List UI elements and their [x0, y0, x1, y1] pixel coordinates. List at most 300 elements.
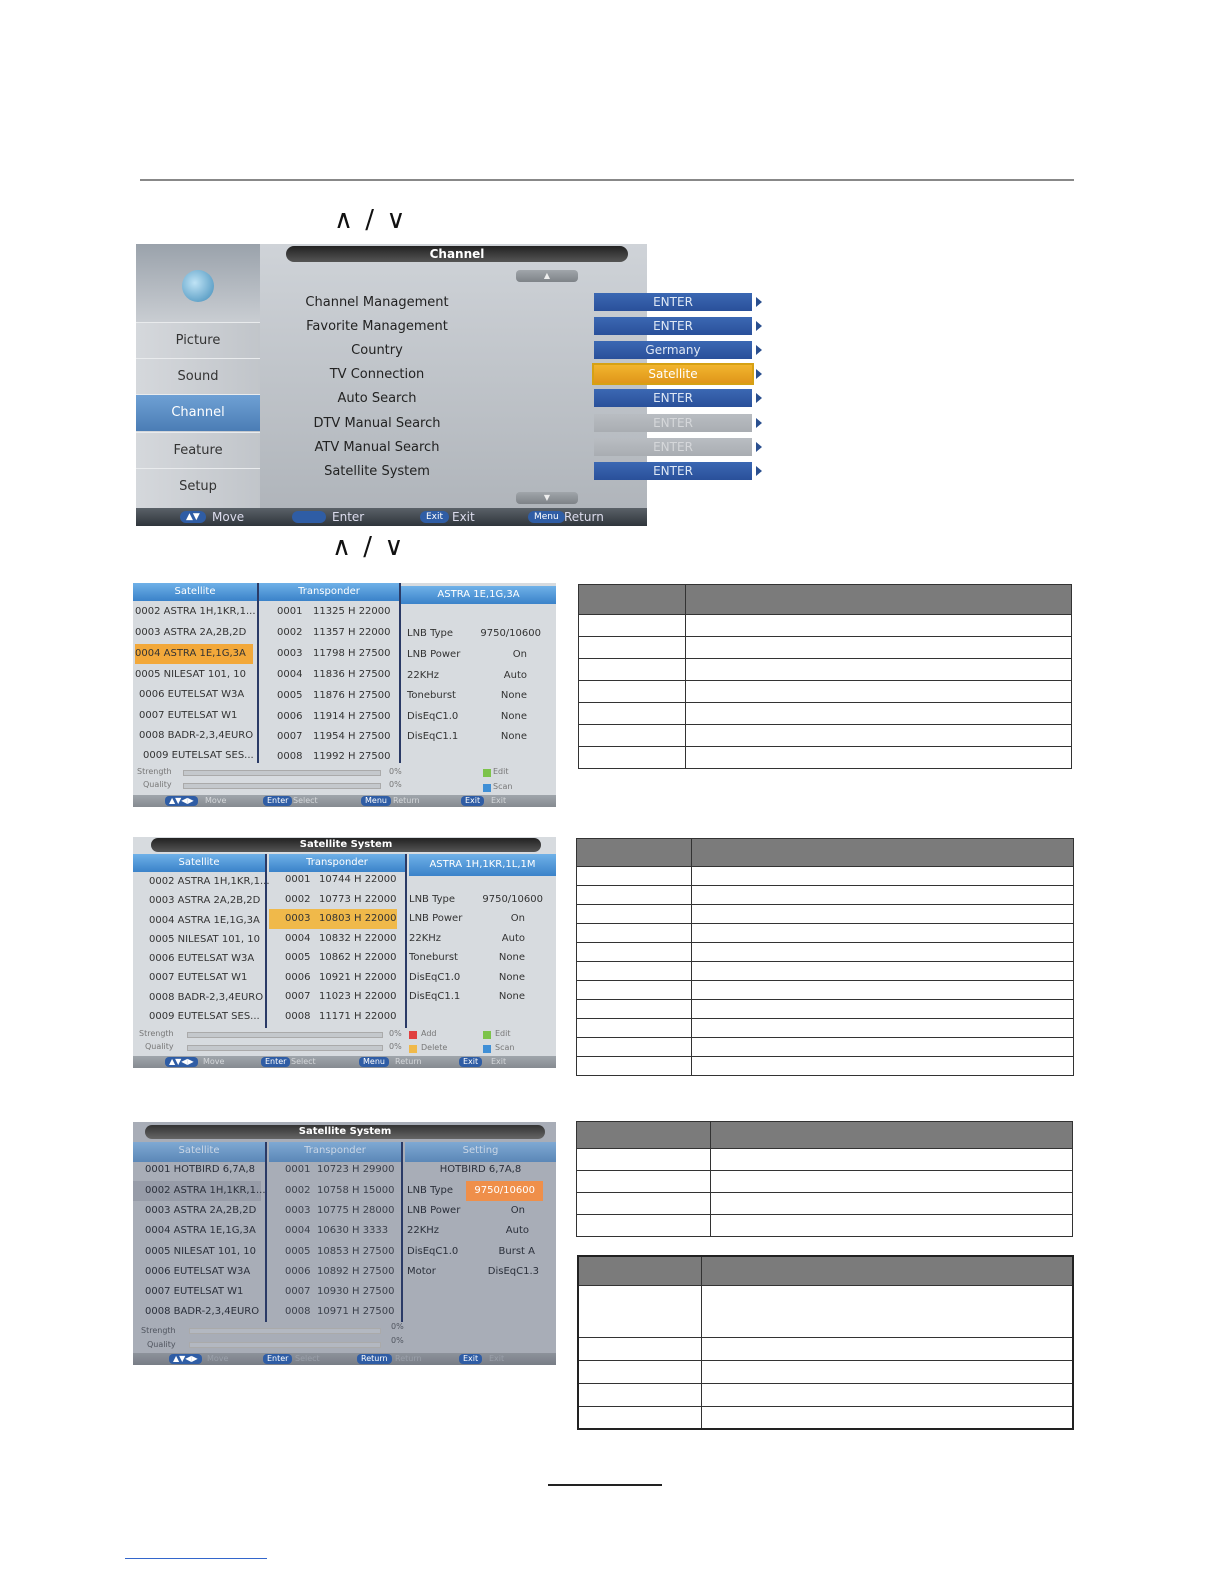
transponder-freq[interactable]: 10758 H 15000 [317, 1185, 395, 1196]
transponder-no: 0008 [285, 1011, 311, 1022]
menu-key: Menu [528, 511, 565, 523]
menu-title: Channel [286, 246, 628, 262]
sidebar-item-picture[interactable]: Picture [136, 322, 260, 359]
transponder-freq[interactable]: 11171 H 22000 [319, 1011, 397, 1022]
satellite-setting-screen-3 [133, 1122, 556, 1365]
setting-value: DisEqC1.3 [487, 1266, 539, 1277]
edit-label: Edit [495, 1029, 511, 1038]
channel-menu-screenshot [136, 244, 701, 526]
header-transponder: Transponder [269, 854, 405, 872]
row-label: Satellite System [324, 464, 430, 479]
transponder-no: 0003 [285, 1205, 311, 1216]
row-value[interactable]: ENTER [594, 462, 752, 480]
screen-footer [133, 1056, 556, 1068]
setting-key: LNB Type [407, 628, 454, 639]
footer-exit: Exit [491, 796, 507, 805]
arrow-right-icon [756, 369, 762, 379]
cell [577, 962, 692, 981]
setting-key: DisEqC1.1 [407, 731, 459, 742]
setting-lnb-type[interactable] [409, 890, 555, 910]
transponder-no: 0005 [285, 1246, 311, 1257]
cell [578, 1406, 702, 1429]
menu-row-favorite-management[interactable] [260, 315, 693, 338]
cell [692, 905, 1074, 924]
row-value[interactable]: ENTER [594, 293, 752, 311]
satellite-item[interactable]: 0008 BADR-2,3,4EURO [145, 1306, 260, 1317]
cell [577, 981, 692, 1000]
transponder-freq[interactable]: 10630 H 3333 [317, 1225, 389, 1236]
setting-lnb-type[interactable] [407, 624, 553, 644]
cell [577, 1038, 692, 1057]
cell [577, 1000, 692, 1019]
satellite-item[interactable]: 0002 ASTRA 1H,1KR,1... [135, 606, 256, 617]
cell [702, 1406, 1074, 1429]
strength-pct: 0% [389, 1029, 402, 1038]
cell [577, 1019, 692, 1038]
quality-label: Quality [147, 1340, 176, 1349]
exit-key: Exit [420, 511, 449, 523]
setting-key: LNB Type [407, 1185, 454, 1196]
setting-key: LNB Power [407, 649, 461, 660]
transponder-freq[interactable]: 10744 H 22000 [319, 874, 397, 885]
row-label: Favorite Management [306, 319, 448, 334]
menu-footer [136, 508, 647, 526]
yellow-key-icon [409, 1045, 417, 1053]
transponder-no: 0001 [285, 874, 311, 885]
transponder-no: 0004 [285, 1225, 311, 1236]
setting-key: Toneburst [407, 690, 456, 701]
cell [579, 725, 686, 747]
cell [579, 637, 686, 659]
setting-value: None [500, 690, 527, 701]
quality-pct: 0% [389, 780, 402, 789]
menu-row-dtv-manual-search[interactable] [260, 412, 693, 435]
row-value[interactable]: ENTER [594, 414, 752, 432]
cell [579, 747, 686, 769]
setting-value-selected: 9750/10600 [466, 1181, 543, 1201]
cell [577, 867, 692, 886]
updown-key-icon: ▲▼ [180, 511, 206, 523]
menu-row-country[interactable] [260, 339, 701, 362]
transponder-no: 0007 [285, 991, 311, 1002]
setting-key: LNB Type [409, 894, 456, 905]
transponder-freq[interactable]: 11876 H 27500 [313, 690, 391, 701]
transponder-freq[interactable]: 11798 H 27500 [313, 648, 391, 659]
row-label: Auto Search [337, 391, 417, 406]
setting-diseqc11[interactable] [407, 727, 553, 747]
cell [577, 1171, 711, 1193]
cell [692, 962, 1074, 981]
strength-label: Strength [137, 767, 172, 776]
satellite-item[interactable]: 0002 ASTRA 1H,1KR,1... [149, 876, 270, 887]
header-setting: Setting [405, 1142, 556, 1162]
header-setting: ASTRA 1H,1KR,1L,1M [409, 854, 556, 876]
transponder-freq[interactable]: 11954 H 27500 [313, 731, 391, 742]
transponder-freq[interactable]: 10862 H 22000 [319, 952, 397, 963]
setting-toneburst[interactable] [407, 686, 553, 706]
satellite-item[interactable]: 0009 EUTELSAT SES... [149, 1011, 260, 1022]
transponder-no: 0008 [285, 1306, 311, 1317]
satellite-item-selected[interactable]: 0004 ASTRA 1E,1G,3A [135, 644, 253, 664]
cell [711, 1193, 1073, 1215]
nav-arrows-hint: ∧ / ∨ [334, 205, 408, 235]
cell [686, 747, 1072, 769]
satellite-item[interactable]: 0003 ASTRA 2A,2B,2D [135, 627, 247, 638]
setting-value: 9750/10600 [482, 894, 543, 905]
footer-move: Move [205, 796, 227, 805]
setting-value: None [498, 991, 525, 1002]
setting-value: On [512, 649, 527, 660]
satellite-list-screen-1 [133, 583, 556, 807]
setting-key: 22KHz [407, 1225, 440, 1236]
satellite-dish-logo [136, 244, 260, 322]
satellite-item[interactable]: 0009 EUTELSAT SES... [143, 750, 254, 761]
setting-lnb-type[interactable] [407, 1181, 555, 1201]
satellite-dish-icon [182, 270, 214, 302]
transponder-freq[interactable]: 10775 H 28000 [317, 1205, 395, 1216]
satellite-item[interactable]: 0008 BADR-2,3,4EURO [139, 730, 254, 741]
scroll-down-button[interactable]: ▼ [516, 492, 578, 504]
quality-label: Quality [145, 1042, 174, 1051]
footer-exit: Exit [452, 510, 475, 524]
add-label: Add [421, 1029, 437, 1038]
header-cell [692, 839, 1074, 867]
footer-move: Move [212, 510, 245, 524]
transponder-no: 0007 [285, 1286, 311, 1297]
exit-key: Exit [459, 1057, 482, 1067]
scan-label: Scan [493, 782, 513, 791]
enter-key: Enter [261, 1057, 290, 1067]
cell [692, 943, 1074, 962]
transponder-freq[interactable]: 10773 H 22000 [319, 894, 397, 905]
row-value[interactable]: Germany [594, 341, 752, 359]
setting-diseqc11[interactable] [409, 987, 555, 1007]
header-transponder: Transponder [269, 1142, 401, 1162]
sidebar-item-setup[interactable]: Setup [136, 468, 260, 505]
satellite-item[interactable]: 0005 NILESAT 101, 10 [135, 669, 247, 680]
transponder-no: 0002 [285, 894, 311, 905]
row-value[interactable]: Satellite [594, 365, 752, 383]
header-satellite: Satellite [133, 1142, 265, 1162]
cell [702, 1383, 1074, 1406]
setting-key: LNB Power [409, 913, 463, 924]
satellite-item[interactable]: 0004 ASTRA 1E,1G,3A [149, 915, 260, 926]
setting-diseqc10[interactable] [409, 968, 555, 988]
divider [257, 583, 259, 763]
row-label: TV Connection [329, 367, 425, 382]
menu-row-atv-manual-search[interactable] [260, 436, 693, 459]
cell [686, 637, 1072, 659]
setting-value: On [510, 1205, 525, 1216]
footer-return: Return [564, 510, 604, 524]
transponder-freq[interactable]: 11023 H 22000 [319, 991, 397, 1002]
scroll-up-button[interactable]: ▲ [516, 270, 578, 282]
cell [686, 725, 1072, 747]
transponder-freq[interactable]: 10930 H 27500 [317, 1286, 395, 1297]
exit-key: Exit [461, 796, 484, 806]
setting-diseqc10[interactable] [407, 707, 553, 727]
table-1 [578, 584, 1072, 769]
menu-row-auto-search[interactable] [260, 387, 693, 410]
transponder-no: 0005 [277, 690, 303, 701]
setting-value: None [500, 731, 527, 742]
transponder-freq[interactable]: 10921 H 22000 [319, 972, 397, 983]
transponder-no: 0007 [277, 731, 303, 742]
footer-select: Select [293, 796, 318, 805]
setting-lnb-power[interactable] [409, 909, 555, 929]
setting-key: DisEqC1.0 [407, 1246, 459, 1257]
setting-lnb-power[interactable] [407, 645, 553, 665]
transponder-no: 0006 [285, 972, 311, 983]
transponder-freq[interactable]: 11836 H 27500 [313, 669, 391, 680]
footer-return: Return [395, 1057, 422, 1066]
transponder-freq[interactable]: 10853 H 27500 [317, 1246, 395, 1257]
blue-key-icon [483, 1045, 491, 1053]
top-rule [140, 179, 1074, 181]
cell [692, 1019, 1074, 1038]
setting-22khz[interactable] [407, 1221, 555, 1241]
header-cell [578, 1256, 702, 1285]
arrow-keys-icon: ▲▼◀▶ [169, 1354, 202, 1364]
cell [692, 924, 1074, 943]
scan-label: Scan [495, 1043, 515, 1052]
transponder-no: 0004 [285, 933, 311, 944]
menu-key: Menu [359, 1057, 389, 1067]
table-4 [577, 1255, 1074, 1430]
setting-value: On [510, 913, 525, 924]
satellite-item[interactable]: 0007 EUTELSAT W1 [145, 1286, 244, 1297]
transponder-no: 0001 [285, 1164, 311, 1175]
strength-label: Strength [141, 1326, 176, 1335]
setting-22khz[interactable] [407, 666, 553, 686]
cell [579, 681, 686, 703]
quality-pct: 0% [391, 1336, 404, 1345]
transponder-no: 0001 [277, 606, 303, 617]
satellite-item[interactable]: 0005 NILESAT 101, 10 [149, 934, 261, 945]
setting-lnb-power[interactable] [407, 1201, 555, 1221]
quality-pct: 0% [389, 1042, 402, 1051]
header-setting: ASTRA 1E,1G,3A [401, 586, 556, 604]
setting-value: Auto [501, 933, 525, 944]
setting-22khz[interactable] [409, 929, 555, 949]
footer-link-underline[interactable] [125, 1558, 267, 1559]
enter-key-icon [292, 511, 326, 523]
quality-bar [187, 1045, 383, 1051]
cell [577, 1057, 692, 1076]
satellite-item[interactable]: 0007 EUTELSAT W1 [139, 710, 238, 721]
exit-key: Exit [459, 1354, 482, 1364]
header-cell [577, 1122, 711, 1149]
cell [577, 943, 692, 962]
menu-row-channel-management[interactable] [260, 291, 693, 314]
footer-exit: Exit [489, 1354, 505, 1363]
arrow-right-icon [756, 442, 762, 452]
divider [405, 854, 407, 1028]
setting-key: DisEqC1.1 [409, 991, 461, 1002]
strength-pct: 0% [389, 767, 402, 776]
menu-row-tv-connection[interactable] [260, 363, 698, 386]
cell [577, 1193, 711, 1215]
setting-value: Auto [505, 1225, 529, 1236]
transponder-no: 0004 [277, 669, 303, 680]
footer-exit: Exit [491, 1057, 507, 1066]
row-label: DTV Manual Search [313, 416, 441, 431]
cell [702, 1285, 1074, 1337]
transponder-freq[interactable]: 10971 H 27500 [317, 1306, 395, 1317]
satellite-item[interactable]: 0006 EUTELSAT W3A [145, 1266, 251, 1277]
arrow-right-icon [756, 393, 762, 403]
setting-motor[interactable] [407, 1262, 555, 1282]
cell [692, 886, 1074, 905]
return-key: Return [357, 1354, 392, 1364]
setting-key: LNB Power [407, 1205, 461, 1216]
cell [711, 1171, 1073, 1193]
page-number-underline [548, 1484, 662, 1486]
cell [692, 1000, 1074, 1019]
transponder-freq[interactable]: 11357 H 22000 [313, 627, 391, 638]
setting-key: Motor [407, 1266, 436, 1277]
satellite-item[interactable]: 0001 HOTBIRD 6,7A,8 [145, 1164, 256, 1175]
cell [686, 615, 1072, 637]
red-key-icon [409, 1031, 417, 1039]
edit-label: Edit [493, 767, 509, 776]
footer-return: Return [393, 796, 420, 805]
sidebar-item-feature[interactable]: Feature [136, 432, 260, 469]
setting-value: Auto [503, 670, 527, 681]
table-3 [576, 1121, 1073, 1237]
quality-bar [183, 783, 381, 789]
setting-toneburst[interactable] [409, 948, 555, 968]
cell [692, 981, 1074, 1000]
setting-key: 22KHz [409, 933, 442, 944]
cell [577, 924, 692, 943]
quality-bar [189, 1342, 381, 1348]
arrow-right-icon [756, 297, 762, 307]
cell [711, 1149, 1073, 1171]
strength-bar [183, 770, 381, 776]
transponder-freq[interactable]: 11325 H 22000 [313, 606, 391, 617]
satellite-item-selected[interactable]: 0002 ASTRA 1H,1KR,1... [133, 1181, 261, 1201]
satellite-item[interactable]: 0006 EUTELSAT W3A [139, 689, 245, 700]
header-cell [579, 585, 686, 615]
transponder-no: 0002 [277, 627, 303, 638]
transponder-freq[interactable]: 10723 H 29900 [317, 1164, 395, 1175]
green-key-icon [483, 769, 491, 777]
row-label: Country [351, 343, 403, 358]
cell [692, 1038, 1074, 1057]
transponder-freq[interactable]: 11992 H 27500 [313, 751, 391, 762]
blue-key-icon [483, 784, 491, 792]
cell [577, 886, 692, 905]
cell [702, 1337, 1074, 1360]
screen-footer [133, 795, 556, 807]
cell [578, 1360, 702, 1383]
transponder-no-selected: 0003 [269, 909, 397, 929]
sidebar-item-sound[interactable]: Sound [136, 358, 260, 395]
satellite-item[interactable]: 0003 ASTRA 2A,2B,2D [149, 895, 261, 906]
row-value[interactable]: ENTER [594, 317, 752, 335]
menu-row-satellite-system[interactable] [260, 460, 693, 483]
cell [579, 703, 686, 725]
screen-title: Satellite System [151, 838, 541, 852]
row-label: ATV Manual Search [314, 440, 440, 455]
sidebar-item-channel[interactable]: Channel [136, 394, 260, 431]
setting-key: Toneburst [409, 952, 458, 963]
setting-key: 22KHz [407, 670, 440, 681]
transponder-no: 0002 [285, 1185, 311, 1196]
cell [686, 703, 1072, 725]
row-value[interactable]: ENTER [594, 389, 752, 407]
header-satellite: Satellite [133, 854, 265, 872]
cell [578, 1383, 702, 1406]
header-cell [702, 1256, 1074, 1285]
transponder-no: 0003 [277, 648, 303, 659]
strength-label: Strength [139, 1029, 174, 1038]
satellite-item[interactable]: 0005 NILESAT 101, 10 [145, 1246, 257, 1257]
cell [577, 1149, 711, 1171]
cell [578, 1337, 702, 1360]
satellite-list-screen-2 [133, 837, 556, 1068]
delete-label: Delete [421, 1043, 448, 1052]
setting-value: Burst A [498, 1246, 535, 1257]
cell [686, 681, 1072, 703]
transponder-freq[interactable]: 10892 H 27500 [317, 1266, 395, 1277]
quality-label: Quality [143, 780, 172, 789]
green-key-icon [483, 1031, 491, 1039]
arrow-right-icon [756, 345, 762, 355]
transponder-no: 0006 [277, 711, 303, 722]
divider [399, 583, 401, 763]
cell [579, 659, 686, 681]
cell [577, 1215, 711, 1237]
header-cell [686, 585, 1072, 615]
satellite-item[interactable]: 0003 ASTRA 2A,2B,2D [145, 1205, 257, 1216]
menu-sidebar [136, 244, 260, 508]
transponder-no: 0008 [277, 751, 303, 762]
table-2 [576, 838, 1074, 1076]
arrow-right-icon [756, 466, 762, 476]
cell [577, 905, 692, 924]
footer-select: Select [295, 1354, 320, 1363]
cell [702, 1360, 1074, 1383]
satellite-item[interactable]: 0004 ASTRA 1E,1G,3A [145, 1225, 256, 1236]
screen-title: Satellite System [145, 1125, 545, 1139]
setting-satellite-name: HOTBIRD 6,7A,8 [439, 1164, 522, 1175]
setting-diseqc10[interactable] [407, 1242, 555, 1262]
transponder-freq[interactable]: 11914 H 27500 [313, 711, 391, 722]
footer-select: Select [291, 1057, 316, 1066]
footer-return: Return [395, 1354, 422, 1363]
setting-key: DisEqC1.0 [407, 711, 459, 722]
satellite-item[interactable]: 0008 BADR-2,3,4EURO [149, 992, 264, 1003]
strength-pct: 0% [391, 1322, 404, 1331]
header-cell [577, 839, 692, 867]
header-cell [711, 1122, 1073, 1149]
row-value[interactable]: ENTER [594, 438, 752, 456]
setting-key: DisEqC1.0 [409, 972, 461, 983]
satellite-item[interactable]: 0006 EUTELSAT W3A [149, 953, 255, 964]
enter-key: Enter [263, 1354, 292, 1364]
enter-key: Enter [263, 796, 292, 806]
cell [711, 1215, 1073, 1237]
transponder-freq-selected[interactable]: 10803 H 22000 [319, 913, 397, 924]
satellite-item[interactable]: 0007 EUTELSAT W1 [149, 972, 248, 983]
setting-value: None [498, 972, 525, 983]
cell [692, 1057, 1074, 1076]
transponder-freq[interactable]: 10832 H 22000 [319, 933, 397, 944]
arrow-keys-icon: ▲▼◀▶ [165, 796, 198, 806]
setting-value: 9750/10600 [480, 628, 541, 639]
